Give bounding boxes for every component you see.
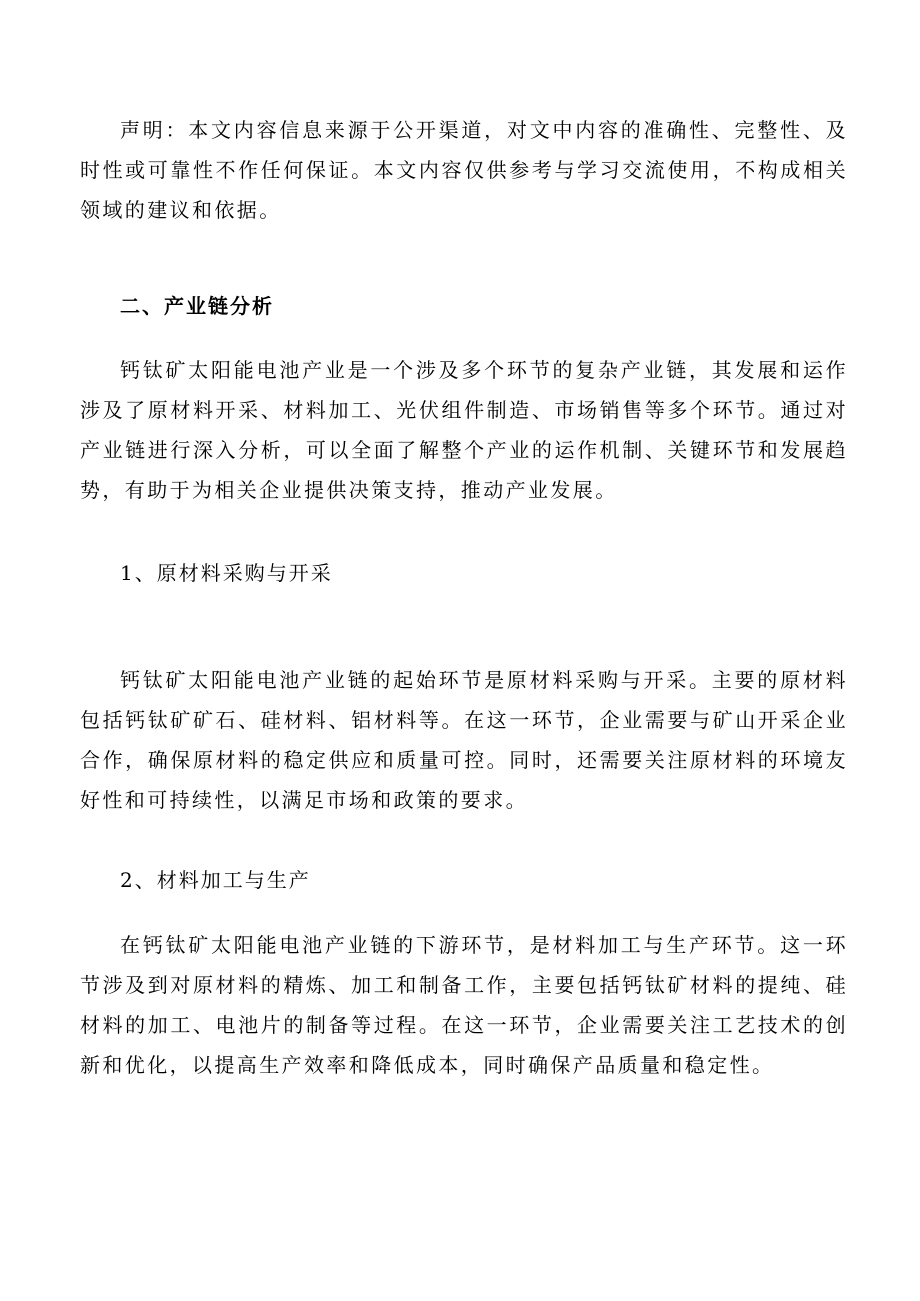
subsection-heading-1: 1、原材料采购与开采: [120, 561, 333, 585]
subsection-paragraph-1: 钙钛矿太阳能电池产业链的起始环节是原材料采购与开采。主要的原材料包括钙钛矿矿石、硅材料、铝材料等。在这一环节，企业需要与矿山开采企业合作，确保原材料的稳定供应和质量可控。同时，还需要关注原材料的环境友好性和可持续性，以满足市场和政策的要求。: [80, 668, 848, 812]
section-heading: 二、产业链分析: [120, 294, 274, 318]
intro-paragraph: 钙钛矿太阳能电池产业是一个涉及多个环节的复杂产业链，其发展和运作涉及了原材料开采、材料加工、光伏组件制造、市场销售等多个环节。通过对产业链进行深入分析，可以全面了解整个产业的运作机制、关键环节和发展趋势，有助于为相关企业提供决策支持，推动产业发展。: [80, 358, 848, 502]
subsection-paragraph-2: 在钙钛矿太阳能电池产业链的下游环节，是材料加工与生产环节。这一环节涉及到对原材料的精炼、加工和制备工作，主要包括钙钛矿材料的提纯、硅材料的加工、电池片的制备等过程。在这一环节，企业需要关注工艺技术的创新和优化，以提高生产效率和降低成本，同时确保产品质量和稳定性。: [80, 933, 848, 1077]
subsection-heading-2: 2、材料加工与生产: [120, 868, 311, 892]
disclaimer-paragraph: 声明：本文内容信息来源于公开渠道，对文中内容的准确性、完整性、及时性或可靠性不作任何保证。本文内容仅供参考与学习交流使用，不构成相关领域的建议和依据。: [80, 118, 848, 222]
